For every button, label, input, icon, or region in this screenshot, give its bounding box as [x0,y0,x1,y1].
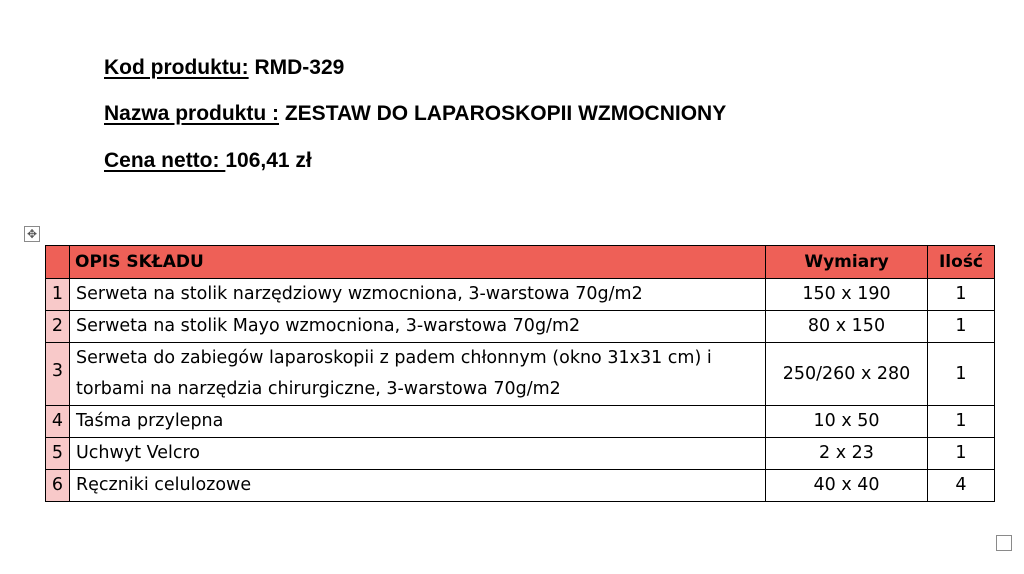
row-number: 1 [46,279,70,311]
table-row [46,470,995,502]
product-code-value: RMD-329 [248,56,345,79]
header-cell-number [46,246,70,279]
header-cell-description: OPIS SKŁADU [70,246,766,279]
row-number: 6 [46,470,70,502]
table-row [46,311,995,343]
product-code-line [104,55,344,81]
table-row [46,343,995,406]
row-description: Serweta na stolik Mayo wzmocniona, 3-warstowa 70g/m2 [70,311,766,343]
row-description: Taśma przylepna [70,406,766,438]
row-dimensions: 150 x 190 [766,279,928,311]
row-number: 3 [46,343,70,406]
row-number: 2 [46,311,70,343]
row-dimensions: 80 x 150 [766,311,928,343]
product-name-label: Nazwa produktu : [104,102,280,125]
table-row [46,406,995,438]
product-name-line [104,101,726,127]
row-quantity: 1 [928,311,995,343]
table-row [46,438,995,470]
composition-table [45,245,995,502]
row-description: Serweta na stolik narzędziowy wzmocniona, 3-warstowa 70g/m2 [70,279,766,311]
row-quantity: 4 [928,470,995,502]
header-cell-quantity: Ilość [928,246,995,279]
product-code-label: Kod produktu: [104,56,249,79]
row-description: Uchwyt Velcro [70,438,766,470]
row-number: 5 [46,438,70,470]
row-dimensions: 40 x 40 [766,470,928,502]
price-value: 106,41 zł [225,149,312,172]
move-arrows-icon[interactable]: ✥ [24,226,40,242]
row-dimensions: 10 x 50 [766,406,928,438]
row-dimensions: 2 x 23 [766,438,928,470]
table-header-row [46,246,995,279]
row-quantity: 1 [928,279,995,311]
row-quantity: 1 [928,406,995,438]
price-label: Cena netto: [104,149,226,172]
row-dimensions: 250/260 x 280 [766,343,928,406]
row-description: Serweta do zabiegów laparoskopii z padem chłonnym (okno 31x31 cm) i torbami na narzędzia chirurgiczne, 3-warstowa 70g/m2 [70,343,766,406]
row-quantity: 1 [928,343,995,406]
header-cell-dimensions: Wymiary [766,246,928,279]
price-line [104,148,312,174]
resize-square-icon[interactable] [996,535,1012,551]
row-quantity: 1 [928,438,995,470]
row-description: Ręczniki celulozowe [70,470,766,502]
row-number: 4 [46,406,70,438]
table-row [46,279,995,311]
product-name-value: ZESTAW DO LAPAROSKOPII WZMOCNIONY [279,102,727,125]
